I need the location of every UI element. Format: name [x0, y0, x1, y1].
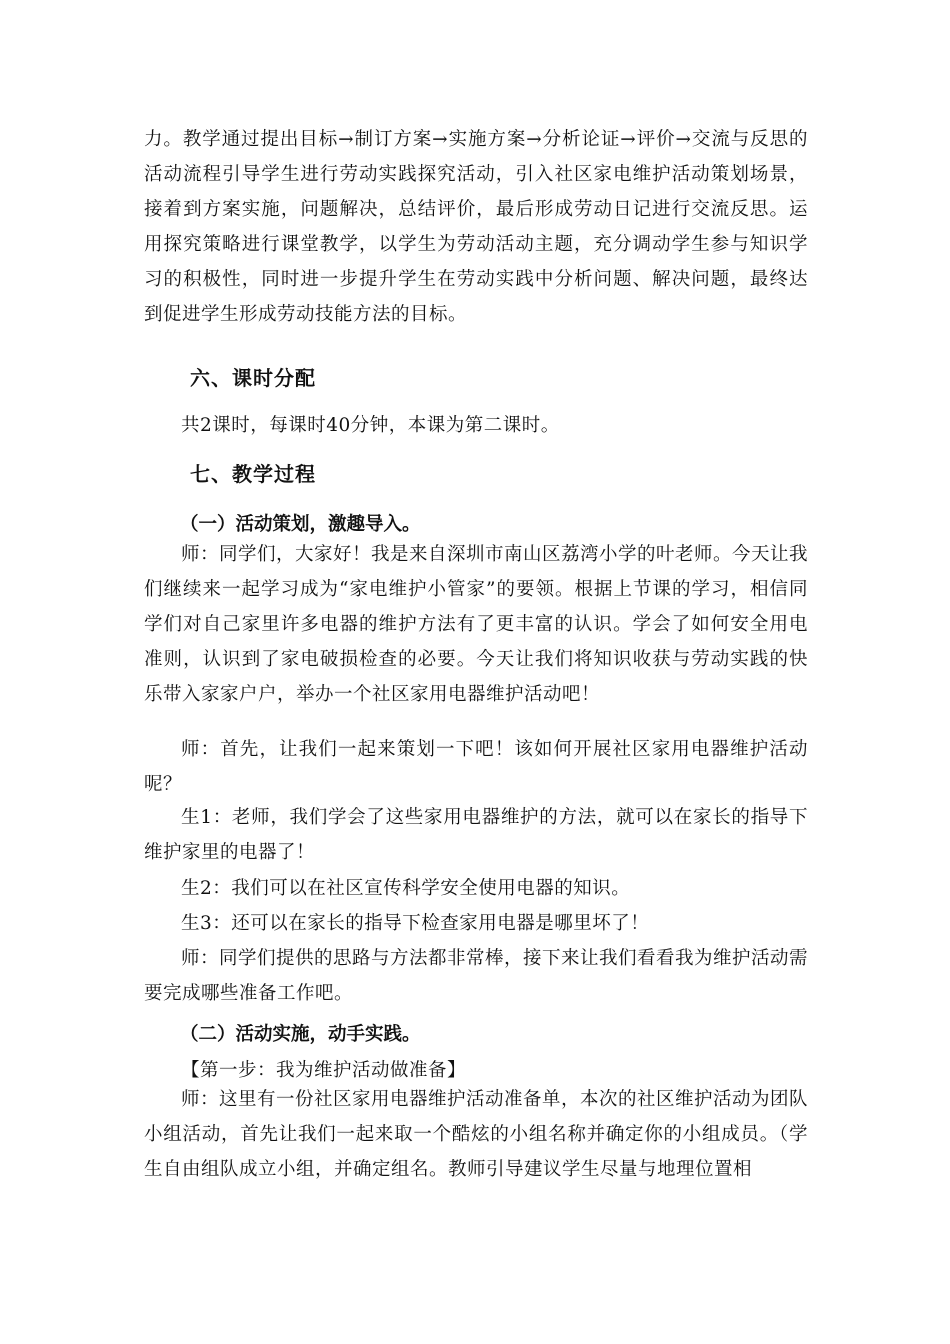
student-3-paragraph: 生3：还可以在家长的指导下检查家用电器是哪里坏了！	[181, 913, 650, 934]
step-1-heading: 【第一步：我为维护活动做准备】	[181, 1060, 467, 1081]
section-7-heading: 七、教学过程	[190, 462, 316, 486]
student-2-paragraph: 生2：我们可以在社区宣传科学安全使用电器的知识。	[181, 878, 631, 899]
teacher-paragraph-2: 师：首先，让我们一起来策划一下吧！该如何开展社区家用电器维护活动呢？	[144, 739, 808, 795]
section-6-heading: 六、课时分配	[190, 366, 316, 390]
teacher-paragraph-1: 师：同学们，大家好！我是来自深圳市南山区荔湾小学的叶老师。今天让我们继续来一起学习成为“家电维护小管家”的要领。根据上节课的学习，相信同学们对自己家里许多电器的维护方法有了更丰富的认识。学会了如何安全用电准则，认识到了家电破损检查的必要。今天让我们将知识收获与劳动实践的快乐带入家家户户，举办一个社区家用电器维护活动吧！	[144, 544, 809, 705]
section-6-text: 共2课时，每课时40分钟，本课为第二课时。	[181, 415, 560, 436]
intro-paragraph: 力。教学通过提出目标→制订方案→实施方案→分析论证→评价→交流与反思的活动流程引导学生进行劳动实践探究活动，引入社区家电维护活动策划场景，接着到方案实施，问题解决，总结评价，最后形成劳动日记进行交流反思。运用探究策略进行课堂教学，以学生为劳动活动主题，充分调动学生参与知识学习的积极性，同时进一步提升学生在劳动实践中分析问题、解决问题，最终达到促进学生形成劳动技能方法的目标。	[144, 129, 808, 325]
subsection-1-heading: （一）活动策划，激趣导入。	[180, 514, 421, 535]
teacher-paragraph-3: 师：同学们提供的思路与方法都非常棒，接下来让我们看看我为维护活动需要完成哪些准备工作吧。	[144, 948, 809, 1004]
teacher-paragraph-4: 师：这里有一份社区家用电器维护活动准备单，本次的社区维护活动为团队小组活动，首先让我们一起来取一个酷炫的小组名称并确定你的小组成员。（学生自由组队成立小组，并确定组名。教师引导建议学生尽量与地理位置相	[144, 1089, 809, 1180]
subsection-2-heading: （二）活动实施，动手实践。	[180, 1024, 421, 1045]
student-1-paragraph: 生1：老师，我们学会了这些家用电器维护的方法，就可以在家长的指导下维护家里的电器了！	[144, 807, 808, 863]
